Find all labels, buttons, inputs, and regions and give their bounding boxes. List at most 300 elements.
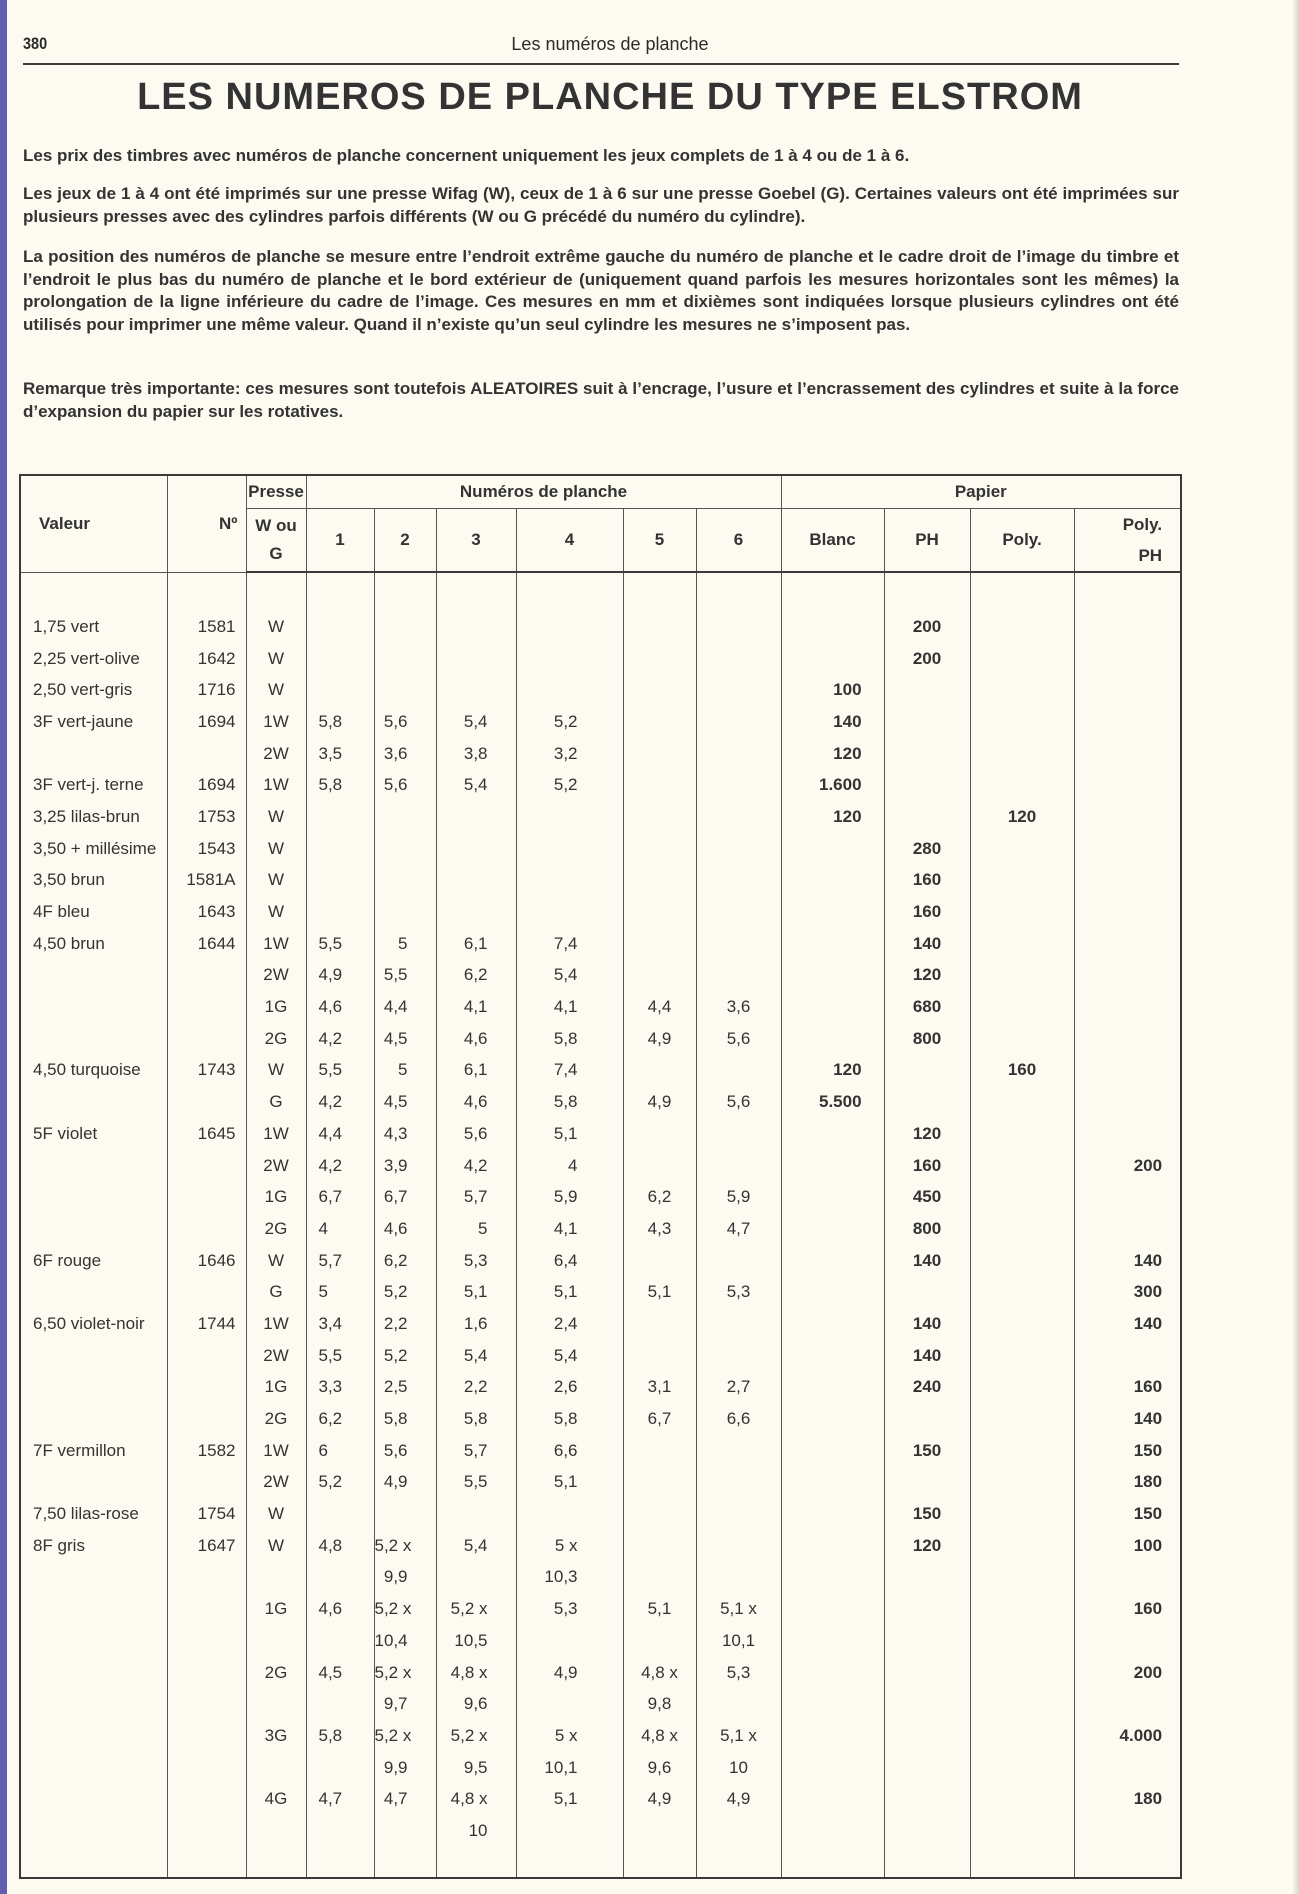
cell-plate-3: 5,4 — [436, 706, 516, 738]
cell-price-poly-ph — [1074, 1815, 1181, 1847]
cell-price-blanc: 100 — [781, 674, 884, 706]
cell-plate-1 — [306, 1562, 374, 1594]
table-row — [20, 1023, 1181, 1055]
cell-price-ph: 800 — [884, 1023, 970, 1055]
cell-plate-4: 10,3 — [516, 1562, 623, 1594]
cell-plate-1: 4,7 — [306, 1783, 374, 1815]
cell-price-blanc — [781, 1340, 884, 1372]
cell-price-poly — [970, 1118, 1074, 1150]
cell-plate-4 — [516, 833, 623, 865]
cell-plate-2: 5,8 — [374, 1403, 436, 1435]
cell-presse — [246, 1688, 306, 1720]
cell-plate-1: 4,8 — [306, 1530, 374, 1562]
cell-price-poly-ph — [1074, 1023, 1181, 1055]
cell-presse: W — [246, 801, 306, 833]
table-row — [20, 1467, 1181, 1499]
cell-price-ph — [884, 1657, 970, 1689]
cell-number — [167, 1403, 246, 1435]
table-row — [20, 1530, 1181, 1562]
cell-plate-1: 4,5 — [306, 1657, 374, 1689]
cell-price-poly — [970, 1498, 1074, 1530]
cell-price-blanc — [781, 1276, 884, 1308]
cell-number — [167, 1625, 246, 1657]
cell-price-ph: 160 — [884, 1150, 970, 1182]
cell-price-poly-ph — [1074, 1055, 1181, 1087]
cell-plate-3: 9,6 — [436, 1688, 516, 1720]
cell-plate-3: 5,7 — [436, 1435, 516, 1467]
page-edge-band — [0, 0, 7, 1894]
cell-plate-6 — [696, 1118, 781, 1150]
cell-plate-5 — [623, 1150, 696, 1182]
cell-price-blanc — [781, 1467, 884, 1499]
cell-plate-1: 4,6 — [306, 1593, 374, 1625]
cell-plate-4 — [516, 1498, 623, 1530]
cell-price-blanc — [781, 1023, 884, 1055]
table-row — [20, 1118, 1181, 1150]
cell-price-ph — [884, 1403, 970, 1435]
cell-plate-6 — [696, 833, 781, 865]
cell-plate-4: 5,1 — [516, 1118, 623, 1150]
cell-plate-6: 5,1 x — [696, 1720, 781, 1752]
running-head: Les numéros de planche — [511, 34, 709, 54]
cell-valeur — [20, 738, 167, 770]
cell-number: 1543 — [167, 833, 246, 865]
cell-price-poly: 120 — [970, 801, 1074, 833]
cell-number — [167, 1181, 246, 1213]
cell-price-poly-ph — [1074, 706, 1181, 738]
cell-plate-5 — [623, 1245, 696, 1277]
header-papier-group: Papier — [781, 475, 1181, 509]
cell-number: 1753 — [167, 801, 246, 833]
cell-valeur — [20, 1372, 167, 1404]
cell-plate-6 — [696, 1467, 781, 1499]
cell-plate-5: 9,8 — [623, 1688, 696, 1720]
cell-price-poly-ph — [1074, 1625, 1181, 1657]
cell-number: 1645 — [167, 1118, 246, 1150]
cell-price-blanc — [781, 1562, 884, 1594]
cell-plate-4: 5,8 — [516, 1023, 623, 1055]
cell-plate-4 — [516, 801, 623, 833]
cell-plate-4: 7,4 — [516, 1055, 623, 1087]
cell-number: 1646 — [167, 1245, 246, 1277]
cell-plate-4: 5,1 — [516, 1467, 623, 1499]
cell-price-ph — [884, 1593, 970, 1625]
cell-price-blanc — [781, 928, 884, 960]
cell-plate-2: 3,9 — [374, 1150, 436, 1182]
header-poly-ph-line2: PH — [1138, 546, 1163, 565]
cell-plate-2: 5,2 — [374, 1340, 436, 1372]
cell-price-poly-ph — [1074, 769, 1181, 801]
cell-plate-6 — [696, 1340, 781, 1372]
cell-plate-1: 5,7 — [306, 1245, 374, 1277]
cell-plate-2: 5 — [374, 1055, 436, 1087]
cell-presse: W — [246, 1498, 306, 1530]
cell-number — [167, 1593, 246, 1625]
cell-price-ph: 800 — [884, 1213, 970, 1245]
cell-plate-4 — [516, 1688, 623, 1720]
table-row — [20, 801, 1181, 833]
cell-price-poly-ph: 140 — [1074, 1403, 1181, 1435]
cell-plate-3: 5,7 — [436, 1181, 516, 1213]
cell-plate-5 — [623, 1308, 696, 1340]
cell-plate-6 — [696, 1150, 781, 1182]
cell-number — [167, 1467, 246, 1499]
table-row — [20, 1498, 1181, 1530]
cell-plate-1 — [306, 1625, 374, 1657]
cell-price-poly-ph — [1074, 833, 1181, 865]
cell-price-poly — [970, 991, 1074, 1023]
cell-price-blanc — [781, 1245, 884, 1277]
cell-plate-1: 5,8 — [306, 1720, 374, 1752]
cell-plate-6: 5,3 — [696, 1657, 781, 1689]
cell-plate-3 — [436, 643, 516, 675]
cell-plate-3: 5,1 — [436, 1276, 516, 1308]
cell-price-poly — [970, 1181, 1074, 1213]
cell-plate-6 — [696, 1435, 781, 1467]
cell-presse: 2G — [246, 1403, 306, 1435]
cell-plate-4 — [516, 611, 623, 643]
cell-plate-3: 5,4 — [436, 1530, 516, 1562]
cell-plate-1: 3,3 — [306, 1372, 374, 1404]
cell-plate-3: 3,8 — [436, 738, 516, 770]
cell-plate-4: 5,4 — [516, 1340, 623, 1372]
cell-valeur — [20, 1213, 167, 1245]
cell-plate-2: 6,7 — [374, 1181, 436, 1213]
cell-valeur: 3,25 lilas-brun — [20, 801, 167, 833]
cell-price-poly — [970, 1593, 1074, 1625]
cell-presse: W — [246, 1055, 306, 1087]
cell-presse — [246, 1625, 306, 1657]
cell-presse — [246, 1752, 306, 1784]
cell-plate-2: 4,5 — [374, 1086, 436, 1118]
cell-number — [167, 1150, 246, 1182]
cell-valeur — [20, 1181, 167, 1213]
cell-price-poly — [970, 1815, 1074, 1847]
cell-plate-4: 5,3 — [516, 1593, 623, 1625]
table-row — [20, 1276, 1181, 1308]
cell-plate-2 — [374, 643, 436, 675]
cell-number: 1694 — [167, 769, 246, 801]
cell-plate-4 — [516, 865, 623, 897]
cell-valeur: 3,50 + millésime — [20, 833, 167, 865]
cell-presse: 1G — [246, 1593, 306, 1625]
cell-plate-6 — [696, 1815, 781, 1847]
cell-number — [167, 1086, 246, 1118]
cell-price-poly — [970, 1340, 1074, 1372]
cell-plate-4: 5,9 — [516, 1181, 623, 1213]
table-row — [20, 1435, 1181, 1467]
header-w-ou: W ou — [255, 516, 297, 535]
cell-plate-4: 2,4 — [516, 1308, 623, 1340]
cell-price-blanc — [781, 865, 884, 897]
cell-plate-5 — [623, 1815, 696, 1847]
cell-plate-5 — [623, 1055, 696, 1087]
cell-number: 1642 — [167, 643, 246, 675]
cell-valeur: 3,50 brun — [20, 865, 167, 897]
cell-number — [167, 1657, 246, 1689]
cell-presse: W — [246, 643, 306, 675]
table-row — [20, 1372, 1181, 1404]
cell-plate-4: 4,1 — [516, 1213, 623, 1245]
cell-plate-1: 4,2 — [306, 1086, 374, 1118]
cell-plate-5 — [623, 801, 696, 833]
cell-plate-5 — [623, 611, 696, 643]
cell-presse: 2W — [246, 1340, 306, 1372]
cell-price-ph: 280 — [884, 833, 970, 865]
header-g: G — [269, 544, 283, 563]
cell-valeur — [20, 1688, 167, 1720]
cell-valeur: 4,50 brun — [20, 928, 167, 960]
table-row — [20, 1783, 1181, 1815]
table-row — [20, 865, 1181, 897]
cell-price-poly-ph — [1074, 1340, 1181, 1372]
cell-plate-2: 5,2 — [374, 1276, 436, 1308]
cell-price-ph: 150 — [884, 1498, 970, 1530]
cell-plate-2 — [374, 801, 436, 833]
cell-plate-1: 6 — [306, 1435, 374, 1467]
header-plate-5: 5 — [623, 509, 696, 573]
page-right-edge — [1293, 0, 1299, 1894]
header-presse: Presse — [246, 475, 306, 509]
cell-presse: 2G — [246, 1657, 306, 1689]
cell-price-poly-ph — [1074, 1086, 1181, 1118]
cell-price-blanc — [781, 1752, 884, 1784]
cell-presse: W — [246, 611, 306, 643]
cell-plate-2 — [374, 896, 436, 928]
cell-presse: W — [246, 1530, 306, 1562]
cell-presse: W — [246, 833, 306, 865]
cell-plate-1 — [306, 643, 374, 675]
cell-plate-3 — [436, 801, 516, 833]
cell-plate-3: 6,2 — [436, 960, 516, 992]
header-plate-2: 2 — [374, 509, 436, 573]
cell-price-poly-ph: 100 — [1074, 1530, 1181, 1562]
table-row — [20, 1181, 1181, 1213]
cell-plate-2 — [374, 611, 436, 643]
cell-valeur: 4,50 turquoise — [20, 1055, 167, 1087]
cell-plate-1: 4,2 — [306, 1023, 374, 1055]
cell-price-blanc — [781, 960, 884, 992]
cell-price-poly-ph: 300 — [1074, 1276, 1181, 1308]
table-row — [20, 833, 1181, 865]
cell-plate-5: 5,1 — [623, 1276, 696, 1308]
cell-plate-2: 2,5 — [374, 1372, 436, 1404]
cell-price-ph: 140 — [884, 928, 970, 960]
cell-plate-3: 5,8 — [436, 1403, 516, 1435]
cell-price-poly-ph — [1074, 801, 1181, 833]
cell-valeur — [20, 1467, 167, 1499]
header-valeur: Valeur — [20, 475, 167, 572]
cell-price-poly-ph: 4.000 — [1074, 1720, 1181, 1752]
cell-price-poly — [970, 1372, 1074, 1404]
header-plate-4: 4 — [516, 509, 623, 573]
cell-plate-2: 4,3 — [374, 1118, 436, 1150]
cell-plate-6 — [696, 896, 781, 928]
cell-plate-2: 4,4 — [374, 991, 436, 1023]
cell-price-poly-ph: 180 — [1074, 1467, 1181, 1499]
cell-price-blanc: 120 — [781, 801, 884, 833]
cell-plate-1 — [306, 896, 374, 928]
cell-plate-3: 10 — [436, 1815, 516, 1847]
cell-plate-5 — [623, 706, 696, 738]
cell-price-ph — [884, 1562, 970, 1594]
cell-price-ph: 160 — [884, 896, 970, 928]
cell-valeur: 3F vert-jaune — [20, 706, 167, 738]
cell-plate-5 — [623, 1118, 696, 1150]
cell-price-ph: 120 — [884, 1530, 970, 1562]
cell-plate-5: 4,9 — [623, 1783, 696, 1815]
cell-price-ph — [884, 738, 970, 770]
table-end-spacer — [20, 1847, 1181, 1878]
cell-number — [167, 1688, 246, 1720]
cell-price-ph: 120 — [884, 960, 970, 992]
cell-number — [167, 1562, 246, 1594]
header-numeros-group: Numéros de planche — [306, 475, 781, 509]
header-plate-1: 1 — [306, 509, 374, 573]
cell-plate-5 — [623, 643, 696, 675]
cell-price-poly-ph — [1074, 960, 1181, 992]
cell-price-ph: 200 — [884, 611, 970, 643]
cell-price-blanc: 140 — [781, 706, 884, 738]
table-row — [20, 1720, 1181, 1752]
cell-valeur — [20, 1752, 167, 1784]
cell-price-blanc — [781, 1815, 884, 1847]
cell-number: 1581A — [167, 865, 246, 897]
cell-price-poly-ph: 160 — [1074, 1372, 1181, 1404]
cell-plate-4: 5,4 — [516, 960, 623, 992]
cell-valeur — [20, 1625, 167, 1657]
cell-plate-4: 6,4 — [516, 1245, 623, 1277]
cell-price-blanc — [781, 1308, 884, 1340]
table-row — [20, 643, 1181, 675]
cell-price-ph — [884, 706, 970, 738]
cell-plate-2: 5,2 x — [374, 1720, 436, 1752]
cell-price-poly-ph: 180 — [1074, 1783, 1181, 1815]
cell-price-poly-ph — [1074, 1213, 1181, 1245]
table-row — [20, 1245, 1181, 1277]
cell-plate-2: 4,5 — [374, 1023, 436, 1055]
cell-number — [167, 1752, 246, 1784]
cell-plate-1 — [306, 1815, 374, 1847]
cell-price-poly — [970, 611, 1074, 643]
cell-valeur — [20, 1593, 167, 1625]
cell-price-poly — [970, 643, 1074, 675]
cell-plate-4 — [516, 1815, 623, 1847]
cell-price-blanc: 120 — [781, 1055, 884, 1087]
cell-price-poly-ph: 200 — [1074, 1657, 1181, 1689]
cell-number: 1694 — [167, 706, 246, 738]
cell-price-ph — [884, 1625, 970, 1657]
cell-plate-2: 6,2 — [374, 1245, 436, 1277]
cell-plate-5 — [623, 928, 696, 960]
cell-plate-2: 5 — [374, 928, 436, 960]
cell-plate-5: 6,2 — [623, 1181, 696, 1213]
cell-price-blanc — [781, 1118, 884, 1150]
cell-price-blanc — [781, 1625, 884, 1657]
cell-number: 1716 — [167, 674, 246, 706]
cell-price-ph: 240 — [884, 1372, 970, 1404]
cell-plate-3: 5,2 x — [436, 1720, 516, 1752]
header-ph: PH — [884, 509, 970, 573]
cell-valeur — [20, 1150, 167, 1182]
cell-price-blanc — [781, 1593, 884, 1625]
paragraph-presses: Les jeux de 1 à 4 ont été imprimés sur une presse Wifag (W), ceux de 1 à 6 sur une presse Goebel (G). Certaines valeurs ont été imprimées sur plusieurs presses avec des cylindres parfois différents (W ou G précédé du numéro du cylindre). — [23, 184, 1179, 226]
cell-presse: 2W — [246, 960, 306, 992]
cell-number: 1754 — [167, 1498, 246, 1530]
cell-presse — [246, 1562, 306, 1594]
cell-number: 1647 — [167, 1530, 246, 1562]
cell-plate-3: 6,1 — [436, 1055, 516, 1087]
table-row — [20, 1150, 1181, 1182]
cell-plate-6 — [696, 960, 781, 992]
cell-plate-4: 5,1 — [516, 1276, 623, 1308]
cell-price-ph: 160 — [884, 865, 970, 897]
cell-plate-6 — [696, 1562, 781, 1594]
cell-plate-2: 5,6 — [374, 1435, 436, 1467]
cell-plate-2: 4,7 — [374, 1783, 436, 1815]
table-row — [20, 1657, 1181, 1689]
cell-number: 1582 — [167, 1435, 246, 1467]
cell-price-poly-ph: 200 — [1074, 1150, 1181, 1182]
cell-price-poly — [970, 738, 1074, 770]
cell-plate-4 — [516, 643, 623, 675]
cell-presse: 2W — [246, 738, 306, 770]
cell-plate-4: 5,1 — [516, 1783, 623, 1815]
cell-price-blanc — [781, 1403, 884, 1435]
cell-plate-2 — [374, 674, 436, 706]
cell-price-ph — [884, 801, 970, 833]
cell-plate-1: 6,2 — [306, 1403, 374, 1435]
cell-presse: 3G — [246, 1720, 306, 1752]
header-poly: Poly. — [970, 509, 1074, 573]
cell-plate-5 — [623, 738, 696, 770]
cell-plate-6 — [696, 738, 781, 770]
cell-plate-5: 4,9 — [623, 1023, 696, 1055]
cell-price-ph — [884, 1276, 970, 1308]
cell-plate-1: 5,5 — [306, 1055, 374, 1087]
cell-valeur — [20, 1276, 167, 1308]
cell-price-poly — [970, 1150, 1074, 1182]
cell-plate-5 — [623, 1435, 696, 1467]
cell-plate-2: 3,6 — [374, 738, 436, 770]
cell-price-blanc — [781, 1657, 884, 1689]
table-row — [20, 706, 1181, 738]
cell-price-poly — [970, 1086, 1074, 1118]
cell-price-blanc — [781, 1720, 884, 1752]
cell-price-ph: 140 — [884, 1245, 970, 1277]
header-plate-6: 6 — [696, 509, 781, 573]
cell-number — [167, 738, 246, 770]
cell-price-ph: 680 — [884, 991, 970, 1023]
cell-plate-3: 4,1 — [436, 991, 516, 1023]
cell-price-poly-ph: 160 — [1074, 1593, 1181, 1625]
cell-number — [167, 1720, 246, 1752]
cell-price-poly — [970, 1403, 1074, 1435]
cell-valeur: 7,50 lilas-rose — [20, 1498, 167, 1530]
page-title: LES NUMEROS DE PLANCHE DU TYPE ELSTROM — [137, 76, 1083, 118]
cell-price-poly — [970, 960, 1074, 992]
cell-presse: G — [246, 1086, 306, 1118]
cell-price-blanc: 120 — [781, 738, 884, 770]
cell-number — [167, 1340, 246, 1372]
cell-plate-3: 10,5 — [436, 1625, 516, 1657]
cell-plate-2: 5,2 x — [374, 1530, 436, 1562]
cell-plate-3 — [436, 1562, 516, 1594]
cell-plate-6: 10 — [696, 1752, 781, 1784]
cell-price-ph: 140 — [884, 1308, 970, 1340]
cell-number: 1581 — [167, 611, 246, 643]
cell-plate-5 — [623, 1498, 696, 1530]
